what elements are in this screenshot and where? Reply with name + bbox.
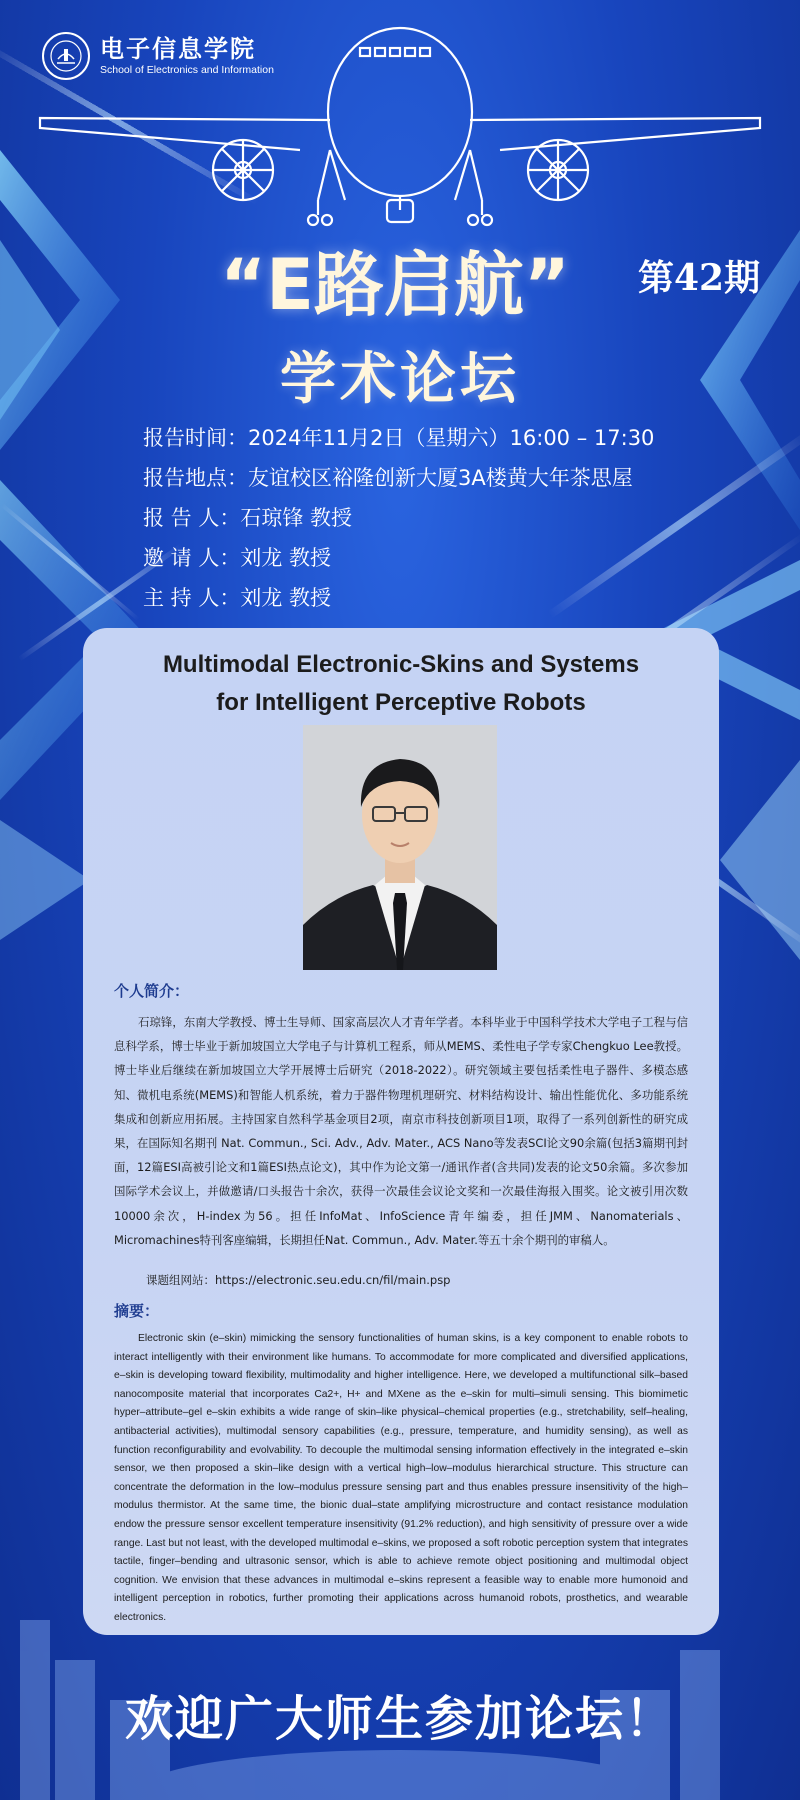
content-card (83, 628, 719, 1635)
lab-website: 课题组网站：https://electronic.seu.edu.cn/fil/main.psp (146, 1273, 451, 1287)
talk-title-line-1: Multimodal Electronic-Skins and Systems (162, 651, 640, 678)
forum-subtitle: 学术论坛 (280, 347, 520, 412)
info-value: 友谊校区裕隆创新大厦3A楼黄大年茶思屋 (248, 466, 633, 490)
talk-title (83, 646, 719, 722)
talk-title-line-2: for Intelligent Perceptive Robots (216, 689, 586, 716)
info-value: 刘龙 教授 (240, 546, 332, 570)
info-value: 刘龙 教授 (240, 586, 332, 610)
school-name-en: School of Electronics and Information (100, 64, 274, 76)
event-info (143, 418, 654, 618)
speaker-photo (303, 725, 497, 970)
abstract-text: Electronic skin (e–skin) mimicking the sensory functionalities of human skins, is a key component to enable robots to interact intelligently with their environment like humans. To accommodate for more complicated and diversified applications, e–skin is developing toward flexibility, multimodality and higher intelligence. Here, we developed a multifunctional silk–based nanocomposite material that incorporates Ca2+, H+ and MXene as the e–skin for multi–simuli sensing. This biomimetic hyper–attribute–gel e–skin exhibits a wide range of skin–like physical–chemical properties (e.g., stretchability, self–healing, antibacterial activities), multimodal sensory capabilities (e.g., pressure, temperature, and humidity sensing), as well as function reconfigurability and evolvability. To decouple the multimodal sensing information effectively in the integrated e–skin sensor, we then proposed a skin–like design with a vertical high–low–modulus hierarchical structure. This structure can concentrate the deformation in the low–modulus pressure sensing part and thus enables pressure insensitivity of the high–modulus thermistor. At the same time, the bionic dual–state amplifying microstructure and contact resistance modulation endow the pressure sensor excellent temperature insensitivity (91.2% reduction), and high sensitivity of pressure over a wide range. Last but not least, with the developed multimodal e–skins, we proposed a soft robotic perception system that integrates tactile, finger–bending and ultrasonic sensor, which is able to achieve remote object positioning and multimodal object cognition. We envision that these advances in multimodal e–skins represent a feasible way to enable more humonoid and intelligent perception in robotics, further promoting their applications across humanoid robots, prosthetics, and wearable electronics. (114, 1333, 688, 1623)
abstract-heading: 摘要： (114, 1302, 160, 1320)
info-location (143, 458, 654, 498)
issue-number: 第42期 (638, 257, 761, 299)
info-label: 报告地点： (143, 466, 248, 490)
welcome-footer: 欢迎广大师生参加论坛！ (124, 1691, 675, 1747)
info-value: 2024年11月2日（星期六）16:00 – 17:30 (248, 426, 655, 450)
school-name-cn: 电子信息学院 (100, 34, 256, 63)
info-label: 邀 请 人： (143, 546, 241, 570)
info-host (143, 578, 654, 618)
info-inviter (143, 538, 654, 578)
university-seal-icon (42, 32, 90, 80)
info-speaker (143, 498, 654, 538)
bio-text: 石琼锋，东南大学教授、博士生导师、国家高层次人才青年学者。本科毕业于中国科学技术大学电子工程与信息科学系，博士毕业于新加坡国立大学电子与计算机工程系，师从MEMS、柔性电子学专家Chengkuo Lee教授。博士毕业后继续在新加坡国立大学开展博士后研究（2018-2022）。研究领域主要包括柔性电子器件、多模态感知、微机电系统(MEMS)和智能人机系统，着力于器件物理机理研究、材料结构设计、输出性能优化、多功能系统集成和创新应用拓展。主持国家自然科学基金项目2项，南京市科技创新项目1项，取得了一系列创新性的研究成果，在国际知名期刊 Nat. Commun., Sci. Adv., Adv. Mater., ACS Nano等发表SCI论文90余篇(包括3篇期刊封面，12篇ESI高被引论文和1篇ESI热点论文)，其中作为论文第一/通讯作者(含共同)发表的论文50余篇。多次参加国际学术会议上，并做邀请/口头报告十余次，获得一次最佳会议论文奖和一次最佳海报入围奖。论文被引用次数10000余次，H-index为56。担任InfoMat、InfoScience青年编委，担任JMM、Nanomaterials、Micromachines特刊客座编辑，长期担任Nat. Commun., Adv. Mater.等五十余个期刊的审稿人。 (114, 1015, 688, 1247)
forum-title: “E路启航” (220, 244, 570, 326)
info-value: 石琼锋 教授 (240, 506, 353, 530)
bio-heading: 个人简介： (114, 982, 190, 1000)
info-label: 主 持 人： (143, 586, 241, 610)
info-time (143, 418, 654, 458)
info-label: 报告时间： (143, 426, 248, 450)
school-logo (42, 32, 274, 80)
info-label: 报 告 人： (143, 506, 241, 530)
